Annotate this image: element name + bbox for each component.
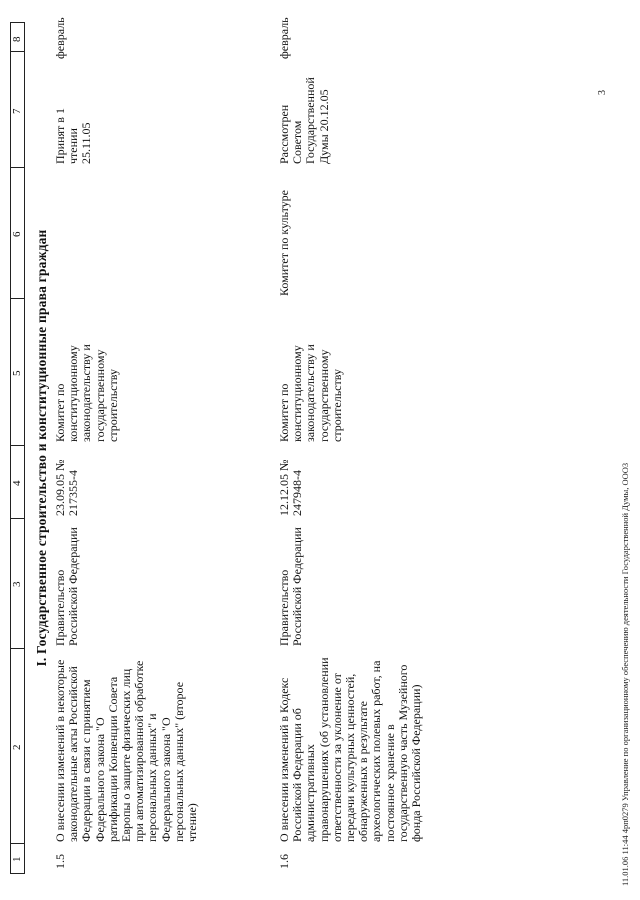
column-number: 1: [11, 856, 23, 862]
column-divider: [10, 22, 24, 23]
page-number: 3: [597, 90, 608, 95]
column-number: 5: [11, 370, 23, 376]
document-footer: 11.01.06 11:44 4рп0279 Управление по организационному обеспечению деятельности Государственной Думы, ООО3: [620, 462, 630, 886]
registration-date: 12.12.05 № 247948-4: [277, 459, 305, 516]
row-number: 1.6: [277, 854, 291, 869]
column-divider: [10, 873, 24, 874]
initiator: Правительство Российской Федерации: [53, 527, 81, 646]
column-divider: [10, 518, 24, 519]
responsible-committee: Комитет по конституционному законодательству и государственному строительству: [277, 344, 344, 442]
bill-status: Рассмотрен Советом Государственной Думы 20.12.05: [277, 77, 331, 164]
column-number: 3: [11, 581, 23, 587]
section-title: I. Государственное строительство и конституционные права граждан: [34, 229, 49, 667]
column-divider: [10, 648, 24, 649]
row-number: 1.5: [53, 854, 67, 869]
bill-title: О внесении изменений в Кодекс Российской Федерации об административных правонарушениях (об установлении ответственности за уклонение от передачи культурных ценностей, обнаруженных в результате археологических полевых работ, на постоянное хранение в государственную часть Музейного фонда Российской Федерации): [277, 657, 424, 842]
planned-month: февраль: [277, 17, 291, 59]
initiator: Правительство Российской Федерации: [277, 527, 305, 646]
bill-status: Принят в 1 чтении 25.11.05: [53, 108, 94, 164]
column-divider: [10, 445, 24, 446]
registration-date: 23.09.05 № 217355-4: [53, 459, 81, 516]
legislation-table: [10, 17, 640, 874]
bill-title: О внесении изменений в некоторые законодательные акты Российской Федерации в связи с принятием Федерального закона "О ратификации Конвенции Совета Европы о защите физических лиц при автоматизированной обработке персональных данных" и Федерального закона "О персональных данных" (второе чтение): [53, 659, 200, 842]
column-number: 6: [11, 231, 23, 237]
co-executor: Комитет по культуре: [277, 190, 291, 296]
column-number: 4: [11, 480, 23, 486]
column-number: 2: [11, 744, 23, 750]
column-divider: [10, 167, 24, 168]
planned-month: февраль: [53, 17, 67, 59]
responsible-committee: Комитет по конституционному законодательству и государственному строительству: [53, 344, 120, 442]
column-divider: [10, 843, 24, 844]
column-number: 8: [11, 36, 23, 42]
column-divider: [10, 51, 24, 52]
column-number: 7: [11, 108, 23, 114]
column-divider: [10, 298, 24, 299]
header-bottom-rule: [24, 22, 25, 874]
